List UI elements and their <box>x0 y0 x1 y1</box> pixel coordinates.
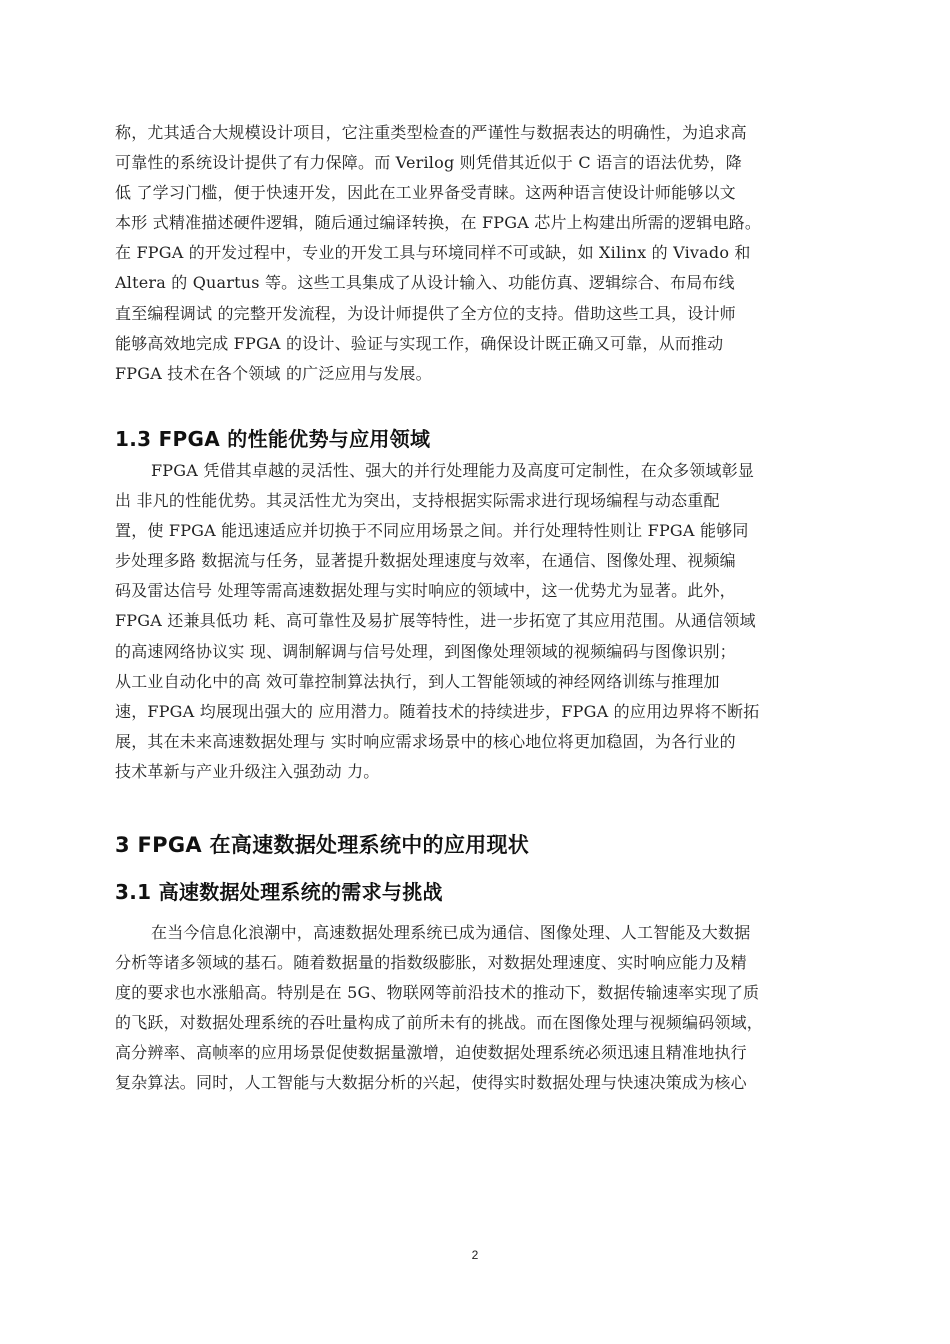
paragraph-section-3-1: 在当今信息化浪潮中，高速数据处理系统已成为通信、图像处理、人工智能及大数据 分析等诸多领域的基石。随着数据量的指数级膨胀，对数据处理速度、实时响应能力及精 度的要求也水涨船高。特别是在 5G、物联网等前沿技术的推动下，数据传输速率实现了质 的飞跃，对数据处理系统的吞吐量构成了前所未有的挑战。而在图像处理与视频编码领域， 高分辨率、高帧率的应用场景促使数据量激增，迫使数据处理系统必须迅速且精准地执行 复杂算法。同时，人工智能与大数据分析的兴起，使得实时数据处理与快速决策成为核心 <box>115 923 764 1093</box>
section-heading-3-1: 3.1 高速数据处理系统的需求与挑战 <box>115 880 443 904</box>
paragraph-continuation: 称，尤其适合大规模设计项目，它注重类型检查的严谨性与数据表达的明确性，为追求高 可靠性的系统设计提供了有力保障。而 Verilog 则凭借其近似于 C 语言的语法优势，降 低 了学习门槛，便于快速开发，因此在工业界备受青睐。这两种语言使设计师能够以文 本形 式精准描述硬件逻辑，随后通过编译转换，在 FPGA 芯片上构建出所需的逻辑电路。 在 FPGA 的开发过程中，专业的开发工具与环境同样不可或缺，如 Xilinx 的 Vivado 和 Altera 的 Quartus 等。这些工具集成了从设计输入、功能仿真、逻辑综合、布局布线 直至编程调试 的完整开发流程，为设计师提供了全方位的支持。借助这些工具，设计师 能够高效地完成 FPGA 的设计、验证与实现工作，确保设计既正确又可靠，从而推动 FPGA 技术在各个领域 的广泛应用与发展。 <box>115 123 762 383</box>
page-number: 2 <box>471 1248 479 1262</box>
section-heading-1-3: 1.3 FPGA 的性能优势与应用领域 <box>115 427 431 451</box>
paragraph-section-1-3: FPGA 凭借其卓越的灵活性、强大的并行处理能力及高度可定制性，在众多领域彰显 出 非凡的性能优势。其灵活性尤为突出，支持根据实际需求进行现场编程与动态重配 置，使 FPGA 能迅速适应并切换于不同应用场景之间。并行处理特性则让 FPGA 能够同 步处理多路 数据流与任务，显著提升数据处理速度与效率，在通信、图像处理、视频编 码及雷达信号 处理等需高速数据处理与实时响应的领域中，这一优势尤为显著。此外， FPGA 还兼具低功 耗、高可靠性及易扩展等特性，进一步拓宽了其应用范围。从通信领域 的高速网络协议实 现、调制解调与信号处理，到图像处理领域的视频编码与图像识别； 从工业自动化中的高 效可靠控制算法执行，到人工智能领域的神经网络训练与推理加 速，FPGA 均展现出强大的 应用潜力。随着技术的持续进步，FPGA 的应用边界将不断拓 展，其在未来高速数据处理与 实时响应需求场景中的核心地位将更加稳固，为各行业的 技术革新与产业升级注入强劲动 力。 <box>115 461 760 781</box>
section-heading-3: 3 FPGA 在高速数据处理系统中的应用现状 <box>115 833 530 857</box>
